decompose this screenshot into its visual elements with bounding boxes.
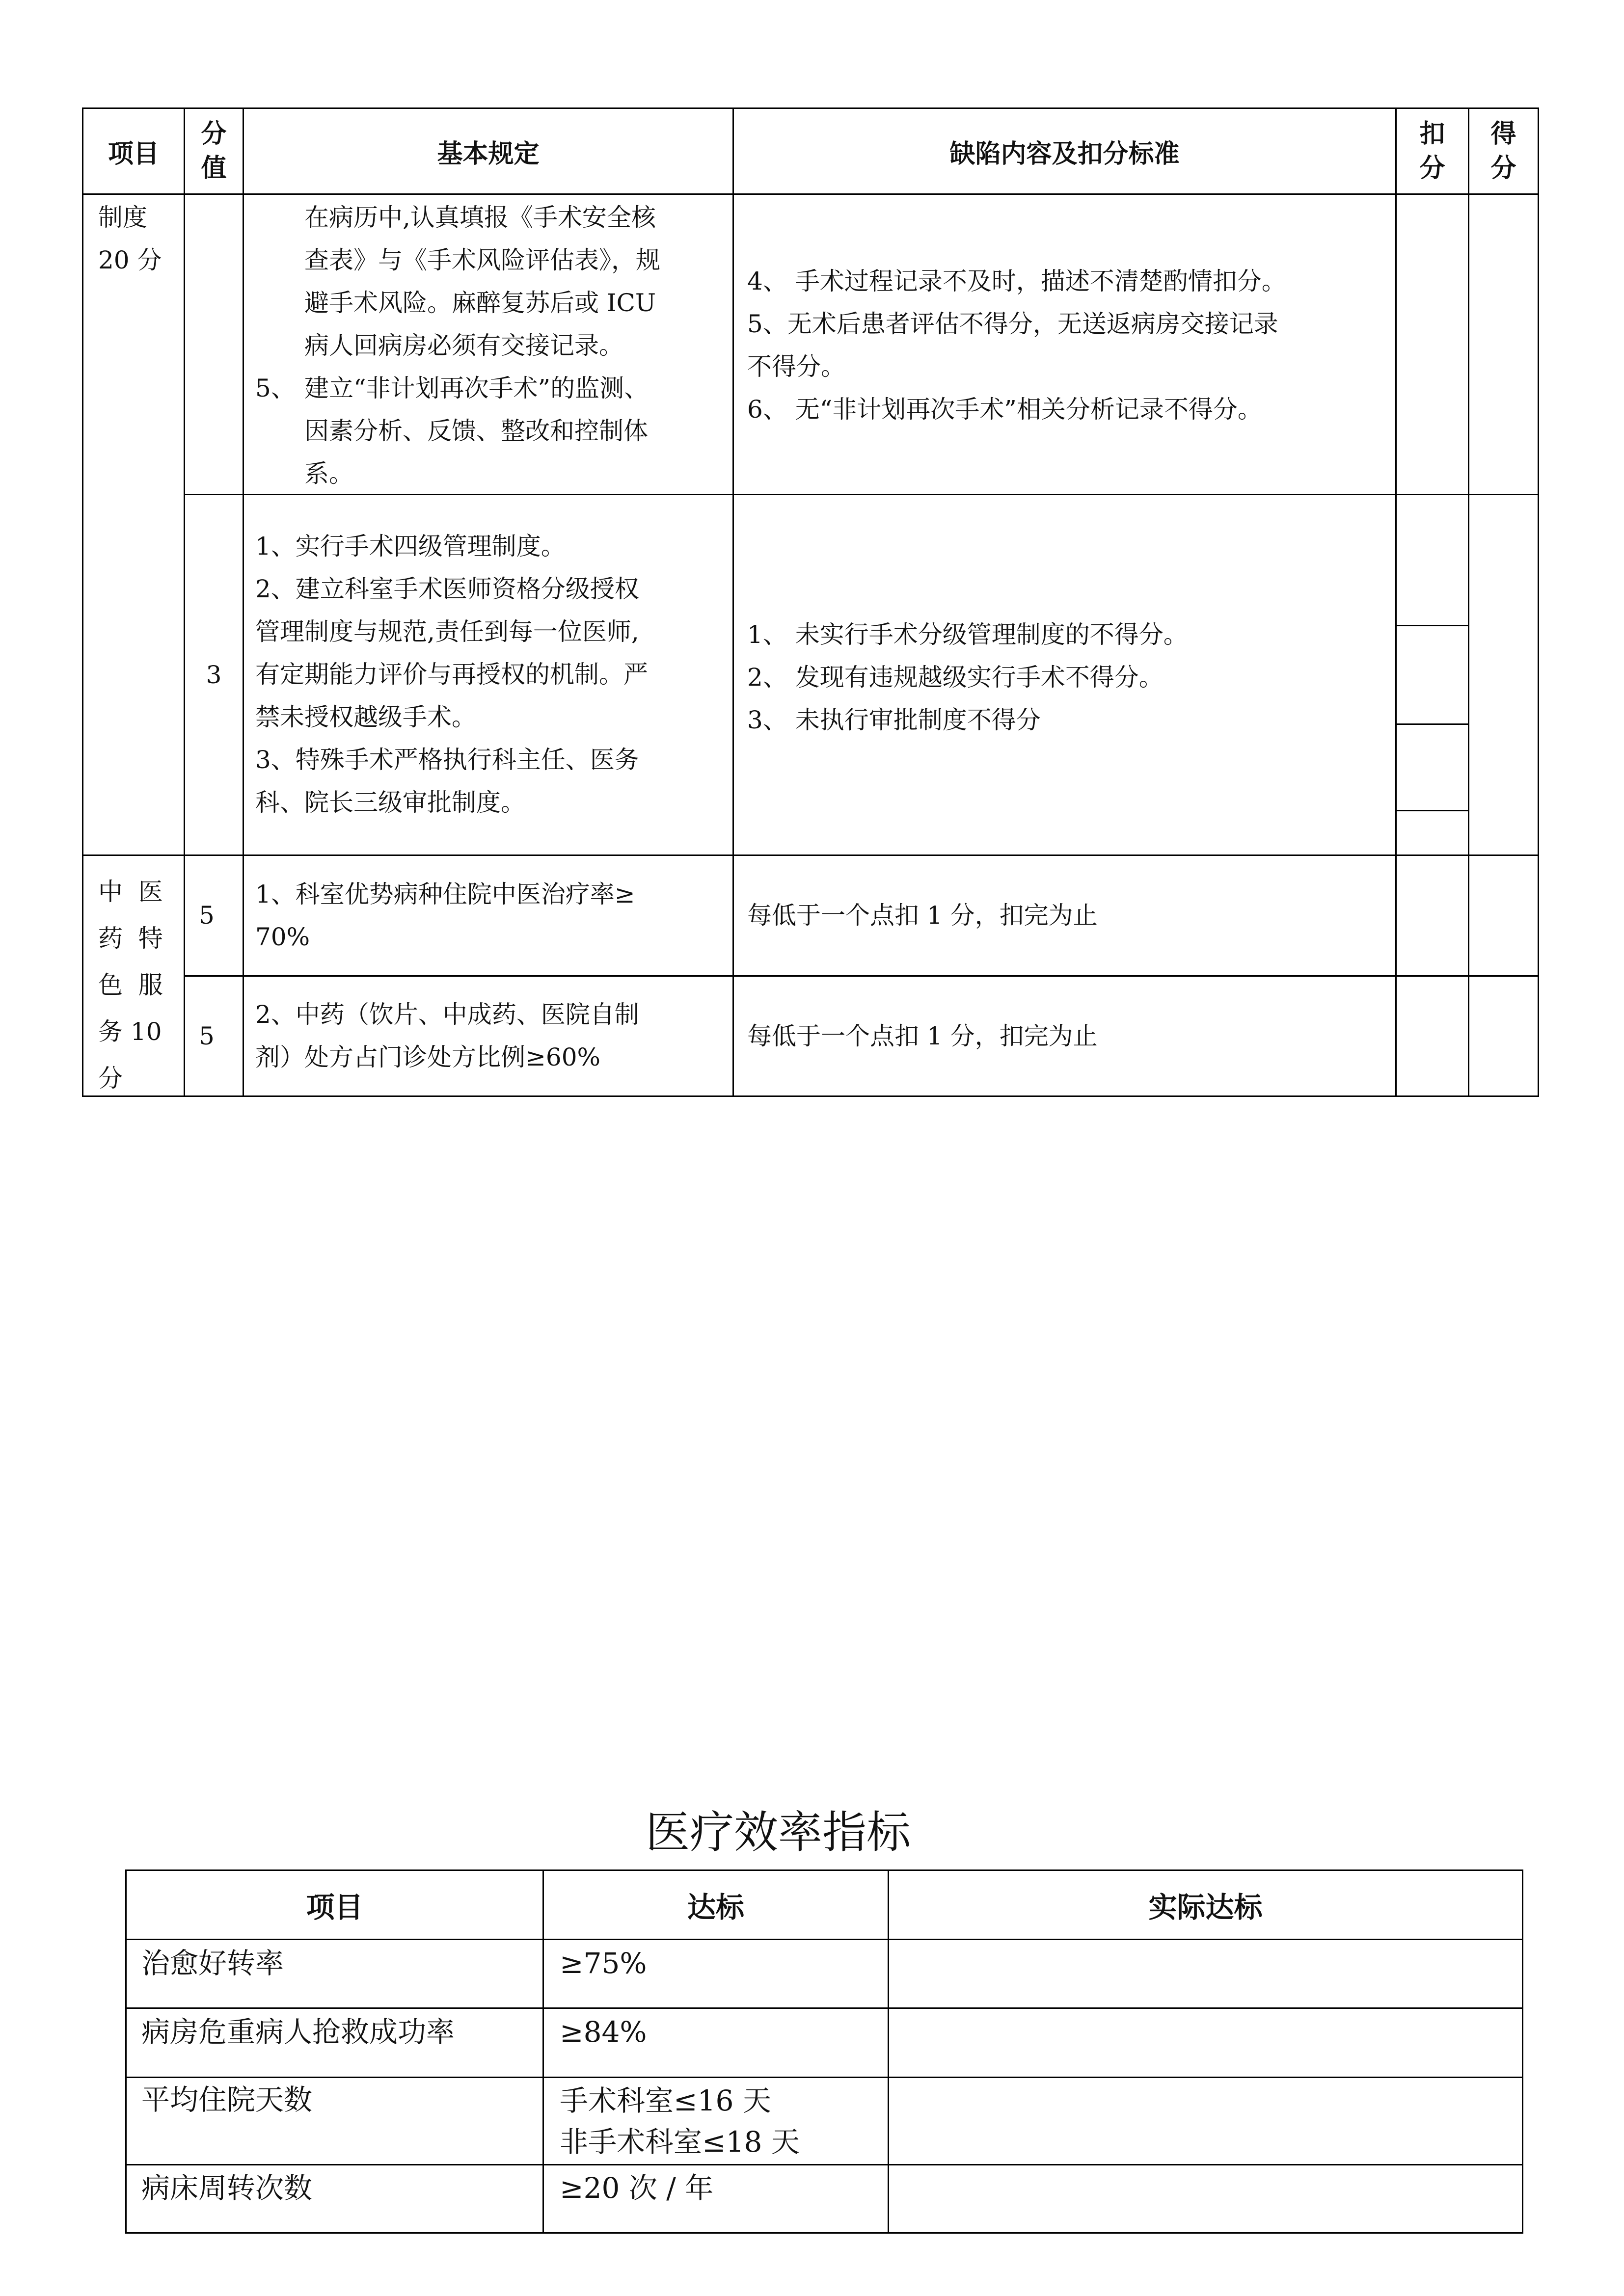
rules-row1: 在病历中,认真填报《手术安全核 查表》与《手术风险评估表》，规 避手术风险。麻醉复苏后或 ICU 病人回病房必须有交接记录。 5、 建立“非计划再次手术”的监测、 因素分析、反馈、整改和控制体 系。 [255,196,727,495]
score-tcm-row1: 5 [199,901,215,930]
eff-header-actual: 实际达标 [1148,1891,1263,1924]
section1-label: 制度 20 分 [98,203,162,274]
eff-row-actual[interactable] [889,2009,1522,2077]
header-criteria: 缺陷内容及扣分标准 [949,139,1180,169]
criteria-row2: 1、 未实行手术分级管理制度的不得分。 2、 发现有违规越级实行手术不得分。 3、 未执行审批制度不得分 [747,620,1188,734]
eff-row-actual[interactable] [889,2078,1522,2164]
eff-row-actual[interactable] [889,1940,1522,2007]
score-row2: 3 [206,660,222,689]
header-rules: 基本规定 [437,139,540,169]
eff-row-item: 病床周转次数 [141,2171,313,2205]
rule-item-5: 5、 建立“非计划再次手术”的监测、 因素分析、反馈、整改和控制体 系。 [255,374,649,488]
rules-tcm-row1: 1、科室优势病种住院中医治疗率≥ 70% [255,880,635,951]
header-item: 项目 [108,139,159,169]
rules-row2: 1、实行手术四级管理制度。 2、建立科室手术医师资格分级授权 管理制度与规范,责任到每一位医师, 有定期能力评价与再授权的机制。严 禁未授权越级手术。 3、特殊手术严格执行科主任、医务 科、院长三级审批制度。 [255,532,648,817]
eff-header-target: 达标 [687,1891,744,1924]
eff-row-item: 治愈好转率 [141,1947,284,1980]
efficiency-title: 医疗效率指标 [646,1807,911,1858]
score-tcm-row2: 5 [199,1021,215,1050]
eff-row-target: ≥84% [560,2015,647,2049]
header-result: 得 分 [1490,119,1516,183]
criteria-row1: 4、 手术过程记录不及时，描述不清楚酌情扣分。 5、无术后患者评估不得分，无送返病房交接记录 不得分。 6、 无“非计划再次手术”相关分析记录不得分。 [747,267,1286,424]
eff-row-actual[interactable] [889,2165,1522,2232]
section2-label: 中 医 药 特 色 服 务 10 分 [98,878,163,1093]
header-score: 分 值 [201,119,227,183]
criteria-tcm-row2: 每低于一个点扣 1 分，扣完为止 [747,1021,1098,1050]
header-deduct: 扣 分 [1419,119,1445,183]
eff-row-target: 手术科室≤16 天 非手术科室≤18 天 [560,2084,800,2159]
eff-row-item: 平均住院天数 [141,2083,313,2116]
eff-row-item: 病房危重病人抢救成功率 [141,2015,455,2049]
rules-tcm-row2: 2、中药（饮片、中成药、医院自制 剂）处方占门诊处方比例≥60% [255,1000,639,1071]
criteria-tcm-row1: 每低于一个点扣 1 分，扣完为止 [747,901,1098,930]
eff-header-item: 项目 [306,1891,363,1924]
eff-row-target: ≥20 次 / 年 [560,2171,714,2205]
eff-row-target: ≥75% [560,1947,647,1980]
